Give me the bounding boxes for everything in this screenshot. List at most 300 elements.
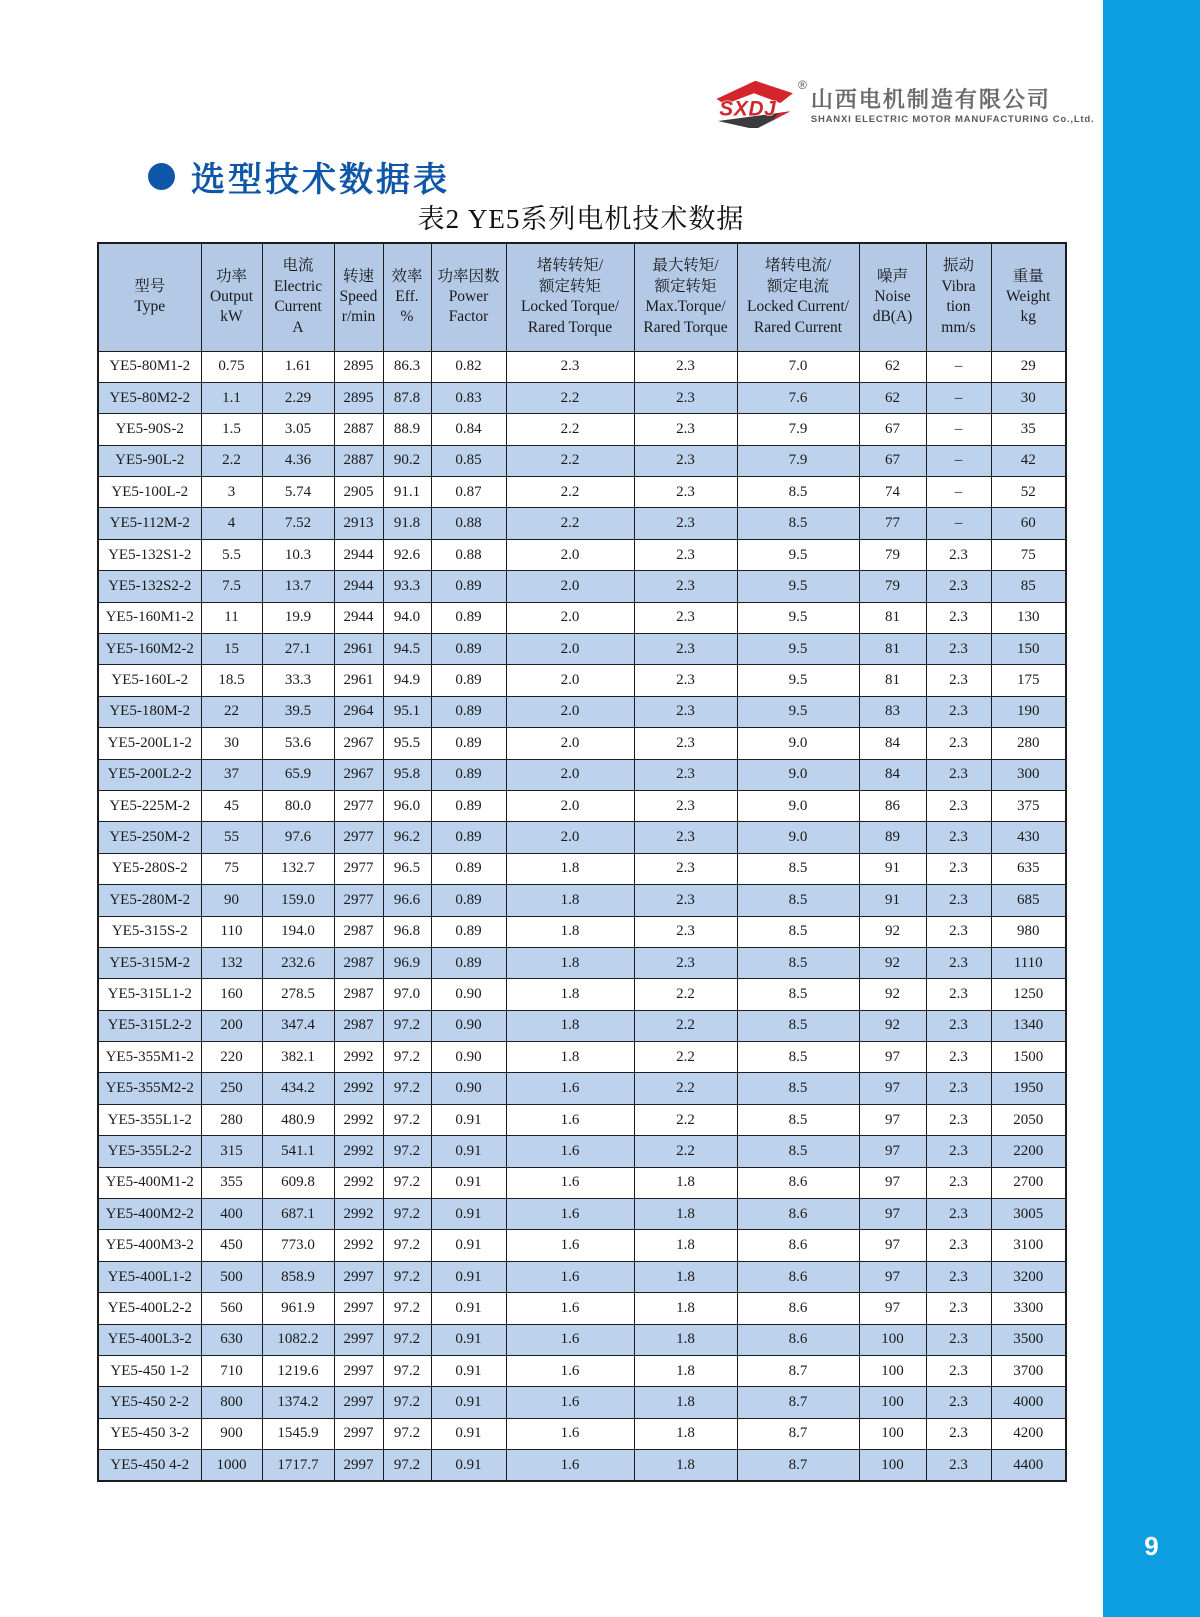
value-cell: 86.3 [383, 351, 431, 382]
value-cell: 2.3 [926, 1418, 991, 1449]
value-cell: 2.3 [926, 571, 991, 602]
value-cell: 4 [201, 508, 262, 539]
value-cell: 8.7 [737, 1387, 859, 1418]
value-cell: 97.2 [383, 1073, 431, 1104]
value-cell: 0.91 [431, 1167, 506, 1198]
value-cell: 2987 [334, 1010, 383, 1041]
table-row [98, 602, 1066, 633]
value-cell: 97 [859, 1136, 926, 1167]
value-cell: 96.9 [383, 947, 431, 978]
registered-mark: ® [798, 78, 807, 92]
value-cell: – [926, 508, 991, 539]
company-name-block [811, 88, 1095, 125]
motor-type-cell: YE5-160M1-2 [98, 602, 201, 633]
value-cell: – [926, 477, 991, 508]
value-cell: 560 [201, 1293, 262, 1324]
value-cell: 90 [201, 885, 262, 916]
value-cell: 635 [991, 853, 1066, 884]
value-cell: 89 [859, 822, 926, 853]
value-cell: 97 [859, 1042, 926, 1073]
value-cell: 74 [859, 477, 926, 508]
value-cell: 0.75 [201, 351, 262, 382]
value-cell: 97.2 [383, 1136, 431, 1167]
value-cell: 97 [859, 1073, 926, 1104]
value-cell: 2.3 [634, 759, 737, 790]
value-cell: 2992 [334, 1042, 383, 1073]
table-row [98, 759, 1066, 790]
table-row [98, 1293, 1066, 1324]
value-cell: 2977 [334, 790, 383, 821]
value-cell: 2050 [991, 1104, 1066, 1135]
value-cell: 2.3 [634, 853, 737, 884]
value-cell: 2.0 [506, 822, 634, 853]
motor-type-cell: YE5-355L2-2 [98, 1136, 201, 1167]
value-cell: 2.3 [634, 916, 737, 947]
value-cell: 100 [859, 1356, 926, 1387]
motor-type-cell: YE5-450 2-2 [98, 1387, 201, 1418]
value-cell: 94.5 [383, 634, 431, 665]
table-row [98, 665, 1066, 696]
value-cell: 2964 [334, 696, 383, 727]
value-cell: 2992 [334, 1199, 383, 1230]
value-cell: 250 [201, 1073, 262, 1104]
motor-type-cell: YE5-90L-2 [98, 445, 201, 476]
value-cell: 2.3 [926, 602, 991, 633]
value-cell: 3300 [991, 1293, 1066, 1324]
value-cell: 1.6 [506, 1167, 634, 1198]
value-cell: 87.8 [383, 382, 431, 413]
value-cell: 2.2 [506, 445, 634, 476]
table-row [98, 477, 1066, 508]
motor-type-cell: YE5-450 4-2 [98, 1450, 201, 1481]
value-cell: 2944 [334, 602, 383, 633]
value-cell: 9.0 [737, 822, 859, 853]
value-cell: 2.2 [506, 477, 634, 508]
value-cell: 79 [859, 571, 926, 602]
value-cell: 0.89 [431, 602, 506, 633]
value-cell: 280 [991, 728, 1066, 759]
motor-type-cell: YE5-132S1-2 [98, 539, 201, 570]
value-cell: 8.7 [737, 1356, 859, 1387]
column-header-10: 振动 Vibra tion mm/s [926, 243, 991, 351]
value-cell: 1950 [991, 1073, 1066, 1104]
column-header-7: 最大转矩/ 额定转矩 Max.Torque/ Rared Torque [634, 243, 737, 351]
value-cell: 315 [201, 1136, 262, 1167]
value-cell: 65.9 [262, 759, 334, 790]
value-cell: 3700 [991, 1356, 1066, 1387]
value-cell: 2.3 [926, 822, 991, 853]
table-caption: 表2 YE5系列电机技术数据 [417, 204, 745, 234]
value-cell: 130 [991, 602, 1066, 633]
motor-type-cell: YE5-280S-2 [98, 853, 201, 884]
value-cell: 220 [201, 1042, 262, 1073]
table-row [98, 571, 1066, 602]
motor-type-cell: YE5-315L1-2 [98, 979, 201, 1010]
value-cell: 2.3 [634, 790, 737, 821]
value-cell: 2.3 [634, 351, 737, 382]
column-header-9: 噪声 Noise dB(A) [859, 243, 926, 351]
value-cell: 1.8 [506, 916, 634, 947]
value-cell: 2961 [334, 665, 383, 696]
value-cell: 0.88 [431, 539, 506, 570]
header-row [98, 243, 1066, 351]
value-cell: 0.89 [431, 634, 506, 665]
value-cell: 91.8 [383, 508, 431, 539]
value-cell: 160 [201, 979, 262, 1010]
value-cell: 1.6 [506, 1199, 634, 1230]
value-cell: 159.0 [262, 885, 334, 916]
value-cell: 355 [201, 1167, 262, 1198]
value-cell: 8.5 [737, 1104, 859, 1135]
value-cell: 1250 [991, 979, 1066, 1010]
value-cell: 2967 [334, 759, 383, 790]
value-cell: 900 [201, 1418, 262, 1449]
side-band [1103, 0, 1200, 1617]
value-cell: 92 [859, 947, 926, 978]
value-cell: 1219.6 [262, 1356, 334, 1387]
value-cell: 100 [859, 1324, 926, 1355]
value-cell: 2.3 [926, 1230, 991, 1261]
value-cell: 2992 [334, 1073, 383, 1104]
value-cell: 2.3 [926, 1293, 991, 1324]
value-cell: 97.2 [383, 1450, 431, 1481]
value-cell: 11 [201, 602, 262, 633]
value-cell: 100 [859, 1418, 926, 1449]
value-cell: 2.3 [634, 696, 737, 727]
value-cell: 2887 [334, 414, 383, 445]
value-cell: 1.8 [506, 1010, 634, 1041]
value-cell: 0.90 [431, 979, 506, 1010]
value-cell: 3100 [991, 1230, 1066, 1261]
value-cell: 0.89 [431, 665, 506, 696]
value-cell: 93.3 [383, 571, 431, 602]
value-cell: 1.61 [262, 351, 334, 382]
value-cell: 0.85 [431, 445, 506, 476]
column-header-2: 电流 Electric Current A [262, 243, 334, 351]
value-cell: 858.9 [262, 1261, 334, 1292]
value-cell: 2.3 [926, 947, 991, 978]
column-header-1: 功率 Output kW [201, 243, 262, 351]
value-cell: 55 [201, 822, 262, 853]
value-cell: 53.6 [262, 728, 334, 759]
value-cell: 0.91 [431, 1387, 506, 1418]
value-cell: 2.3 [926, 1010, 991, 1041]
table-row [98, 634, 1066, 665]
value-cell: 1110 [991, 947, 1066, 978]
value-cell: 2.3 [634, 665, 737, 696]
table-row [98, 822, 1066, 853]
value-cell: 1082.2 [262, 1324, 334, 1355]
company-name-en: SHANXI ELECTRIC MOTOR MANUFACTURING Co.,Ltd. [810, 114, 1095, 126]
value-cell: 0.89 [431, 822, 506, 853]
value-cell: 434.2 [262, 1073, 334, 1104]
value-cell: 541.1 [262, 1136, 334, 1167]
value-cell: 450 [201, 1230, 262, 1261]
value-cell: 2.3 [634, 885, 737, 916]
value-cell: 2.0 [506, 539, 634, 570]
value-cell: 1.6 [506, 1387, 634, 1418]
value-cell: 430 [991, 822, 1066, 853]
value-cell: 97 [859, 1199, 926, 1230]
value-cell: 3.05 [262, 414, 334, 445]
table-row [98, 979, 1066, 1010]
value-cell: 1.8 [634, 1293, 737, 1324]
value-cell: 62 [859, 382, 926, 413]
value-cell: 347.4 [262, 1010, 334, 1041]
value-cell: 2992 [334, 1230, 383, 1261]
company-name-cn: 山西电机制造有限公司 [810, 87, 1051, 112]
table-row [98, 414, 1066, 445]
value-cell: 97.2 [383, 1104, 431, 1135]
value-cell: 0.91 [431, 1199, 506, 1230]
column-header-0: 型号 Type [98, 243, 201, 351]
value-cell: 97.2 [383, 1261, 431, 1292]
sxdj-logo-icon [712, 78, 796, 128]
value-cell: 500 [201, 1261, 262, 1292]
value-cell: 8.5 [737, 1042, 859, 1073]
value-cell: 132.7 [262, 853, 334, 884]
motor-type-cell: YE5-160M2-2 [98, 634, 201, 665]
value-cell: 2887 [334, 445, 383, 476]
value-cell: 4200 [991, 1418, 1066, 1449]
value-cell: 8.6 [737, 1324, 859, 1355]
value-cell: 22 [201, 696, 262, 727]
value-cell: 3200 [991, 1261, 1066, 1292]
value-cell: 39.5 [262, 696, 334, 727]
motor-type-cell: YE5-280M-2 [98, 885, 201, 916]
value-cell: 97.2 [383, 1199, 431, 1230]
value-cell: 97 [859, 1293, 926, 1324]
value-cell: 9.5 [737, 634, 859, 665]
value-cell: 0.91 [431, 1418, 506, 1449]
motor-type-cell: YE5-80M1-2 [98, 351, 201, 382]
value-cell: 30 [201, 728, 262, 759]
section-title-row [148, 152, 450, 201]
value-cell: 2.3 [926, 665, 991, 696]
value-cell: 81 [859, 602, 926, 633]
value-cell: 97 [859, 1104, 926, 1135]
value-cell: 1.6 [506, 1073, 634, 1104]
value-cell: 8.5 [737, 947, 859, 978]
value-cell: 400 [201, 1199, 262, 1230]
value-cell: 278.5 [262, 979, 334, 1010]
value-cell: 92 [859, 1010, 926, 1041]
value-cell: 2987 [334, 979, 383, 1010]
value-cell: 8.5 [737, 916, 859, 947]
value-cell: 100 [859, 1387, 926, 1418]
column-header-5: 功率因数 Power Factor [431, 243, 506, 351]
value-cell: 2.3 [926, 1042, 991, 1073]
value-cell: 2.3 [926, 1104, 991, 1135]
value-cell: 773.0 [262, 1230, 334, 1261]
value-cell: 81 [859, 665, 926, 696]
value-cell: 1340 [991, 1010, 1066, 1041]
value-cell: 2.3 [926, 728, 991, 759]
value-cell: 2.3 [926, 1261, 991, 1292]
value-cell: 2997 [334, 1450, 383, 1481]
value-cell: 2905 [334, 477, 383, 508]
value-cell: 2.2 [634, 1073, 737, 1104]
value-cell: 1.6 [506, 1261, 634, 1292]
value-cell: 1.8 [506, 853, 634, 884]
column-header-8: 堵转电流/ 额定电流 Locked Current/ Rared Current [737, 243, 859, 351]
value-cell: 961.9 [262, 1293, 334, 1324]
value-cell: 2.3 [926, 1167, 991, 1198]
value-cell: 97.2 [383, 1230, 431, 1261]
value-cell: 232.6 [262, 947, 334, 978]
value-cell: 1.6 [506, 1293, 634, 1324]
motor-type-cell: YE5-450 3-2 [98, 1418, 201, 1449]
motor-type-cell: YE5-315M-2 [98, 947, 201, 978]
value-cell: 0.90 [431, 1073, 506, 1104]
value-cell: 2.3 [926, 1387, 991, 1418]
company-logo [712, 78, 1094, 128]
value-cell: 2.2 [506, 508, 634, 539]
value-cell: 97.2 [383, 1356, 431, 1387]
table-row [98, 539, 1066, 570]
value-cell: 1.6 [506, 1356, 634, 1387]
motor-type-cell: YE5-400M2-2 [98, 1199, 201, 1230]
value-cell: 2.0 [506, 696, 634, 727]
value-cell: 42 [991, 445, 1066, 476]
value-cell: 9.5 [737, 696, 859, 727]
value-cell: 1.8 [634, 1324, 737, 1355]
value-cell: 92 [859, 979, 926, 1010]
section-title: 选型技术数据表 [191, 161, 450, 199]
value-cell: 18.5 [201, 665, 262, 696]
motor-type-cell: YE5-100L-2 [98, 477, 201, 508]
value-cell: 5.5 [201, 539, 262, 570]
value-cell: 9.5 [737, 571, 859, 602]
value-cell: 4000 [991, 1387, 1066, 1418]
value-cell: 0.91 [431, 1104, 506, 1135]
value-cell: 1.8 [634, 1230, 737, 1261]
value-cell: 630 [201, 1324, 262, 1355]
value-cell: 2.3 [926, 1073, 991, 1104]
value-cell: 94.0 [383, 602, 431, 633]
value-cell: 1000 [201, 1450, 262, 1481]
spec-table-head [98, 243, 1066, 351]
value-cell: 382.1 [262, 1042, 334, 1073]
value-cell: 2.0 [506, 790, 634, 821]
value-cell: 97.2 [383, 1042, 431, 1073]
value-cell: 2.3 [926, 1136, 991, 1167]
motor-type-cell: YE5-315L2-2 [98, 1010, 201, 1041]
value-cell: 1500 [991, 1042, 1066, 1073]
value-cell: 8.6 [737, 1261, 859, 1292]
value-cell: 375 [991, 790, 1066, 821]
table-row [98, 1356, 1066, 1387]
value-cell: 2967 [334, 728, 383, 759]
table-row [98, 1418, 1066, 1449]
value-cell: 8.6 [737, 1199, 859, 1230]
value-cell: 175 [991, 665, 1066, 696]
value-cell: 60 [991, 508, 1066, 539]
value-cell: 194.0 [262, 916, 334, 947]
value-cell: 0.91 [431, 1261, 506, 1292]
value-cell: 685 [991, 885, 1066, 916]
value-cell: 2.0 [506, 634, 634, 665]
value-cell: 8.7 [737, 1450, 859, 1481]
table-row [98, 1010, 1066, 1041]
value-cell: 92 [859, 916, 926, 947]
value-cell: 84 [859, 728, 926, 759]
value-cell: 2.0 [506, 665, 634, 696]
value-cell: 1.6 [506, 1450, 634, 1481]
value-cell: 2.3 [926, 759, 991, 790]
value-cell: 2.2 [634, 1042, 737, 1073]
table-row [98, 1167, 1066, 1198]
value-cell: 2.3 [634, 571, 737, 602]
value-cell: 2.0 [506, 571, 634, 602]
value-cell: 2997 [334, 1261, 383, 1292]
value-cell: 97.2 [383, 1387, 431, 1418]
value-cell: 2.3 [506, 351, 634, 382]
value-cell: 94.9 [383, 665, 431, 696]
value-cell: 0.91 [431, 1450, 506, 1481]
value-cell: 97 [859, 1167, 926, 1198]
value-cell: 79 [859, 539, 926, 570]
value-cell: 97.2 [383, 1010, 431, 1041]
value-cell: 2.3 [926, 853, 991, 884]
table-row [98, 728, 1066, 759]
value-cell: 980 [991, 916, 1066, 947]
value-cell: 2997 [334, 1356, 383, 1387]
value-cell: 88.9 [383, 414, 431, 445]
value-cell: 75 [991, 539, 1066, 570]
table-row [98, 885, 1066, 916]
value-cell: 2.3 [634, 728, 737, 759]
value-cell: 91.1 [383, 477, 431, 508]
value-cell: 9.5 [737, 539, 859, 570]
value-cell: 2992 [334, 1104, 383, 1135]
table-row [98, 790, 1066, 821]
table-row [98, 853, 1066, 884]
motor-type-cell: YE5-400M1-2 [98, 1167, 201, 1198]
table-row [98, 1261, 1066, 1292]
value-cell: 2.0 [506, 602, 634, 633]
value-cell: 9.5 [737, 602, 859, 633]
value-cell: 0.89 [431, 947, 506, 978]
value-cell: 90.2 [383, 445, 431, 476]
value-cell: 2.3 [634, 477, 737, 508]
value-cell: 84 [859, 759, 926, 790]
value-cell: 2.2 [634, 1010, 737, 1041]
value-cell: 2.3 [634, 414, 737, 445]
value-cell: 2.2 [634, 979, 737, 1010]
value-cell: 96.5 [383, 853, 431, 884]
value-cell: 8.5 [737, 1136, 859, 1167]
motor-type-cell: YE5-315S-2 [98, 916, 201, 947]
value-cell: 1.8 [506, 979, 634, 1010]
value-cell: 97 [859, 1230, 926, 1261]
value-cell: 8.5 [737, 1073, 859, 1104]
value-cell: 4400 [991, 1450, 1066, 1481]
value-cell: 7.9 [737, 414, 859, 445]
value-cell: 110 [201, 916, 262, 947]
value-cell: 0.84 [431, 414, 506, 445]
value-cell: 2895 [334, 351, 383, 382]
value-cell: 710 [201, 1356, 262, 1387]
value-cell: 2700 [991, 1167, 1066, 1198]
value-cell: 27.1 [262, 634, 334, 665]
value-cell: 81 [859, 634, 926, 665]
value-cell: 1.5 [201, 414, 262, 445]
value-cell: – [926, 351, 991, 382]
value-cell: 0.89 [431, 728, 506, 759]
value-cell: 97.6 [262, 822, 334, 853]
value-cell: 0.91 [431, 1230, 506, 1261]
